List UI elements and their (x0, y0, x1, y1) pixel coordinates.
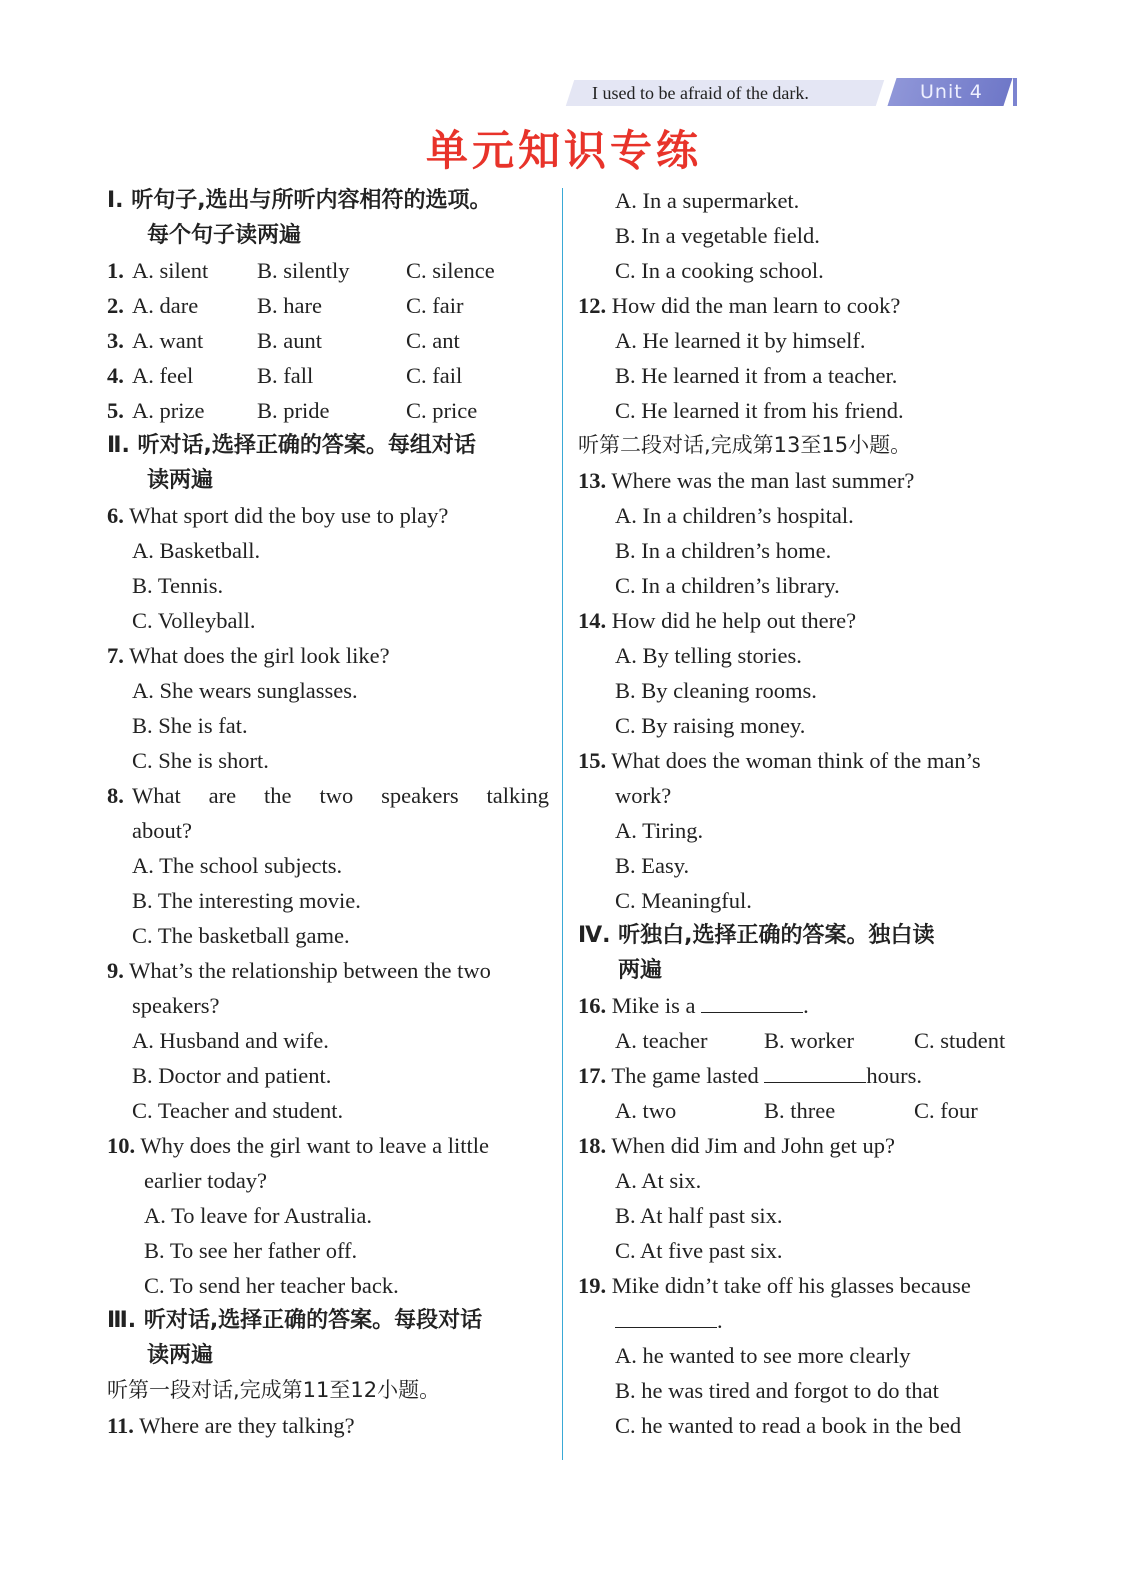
section-3-note-2: 听第二段对话,完成第13至15小题。 (578, 433, 912, 457)
question-2 (107, 288, 549, 323)
option-b: B. To see her father off. (144, 1238, 358, 1263)
option-b: B. three (764, 1098, 836, 1123)
option-b: B. At half past six. (615, 1203, 783, 1228)
question-number: 10. (107, 1133, 136, 1158)
question-text: Where are they talking? (139, 1413, 355, 1438)
question-text-end: hours. (866, 1063, 923, 1088)
option-a: A. two (615, 1098, 677, 1123)
question-14 (578, 603, 1022, 638)
option-c: C. He learned it from his friend. (615, 398, 904, 423)
option-c: C. Meaningful. (615, 888, 752, 913)
question-text: How did the man learn to cook? (611, 293, 901, 318)
option-c: C. Teacher and student. (132, 1098, 344, 1123)
question-15 (578, 743, 1022, 778)
answer-blank (764, 1058, 866, 1083)
option-c: C. She is short. (132, 748, 269, 773)
question-8 (107, 778, 549, 813)
option-a: A. prize (132, 398, 205, 423)
question-text-cont: earlier today? (144, 1168, 268, 1193)
question-text: Mike is a (611, 993, 696, 1018)
question-text-end: . (803, 993, 809, 1018)
option-a: A. At six. (615, 1168, 702, 1193)
question-17-options (578, 1093, 1022, 1128)
question-6 (107, 498, 549, 533)
option-a: A. Basketball. (132, 538, 261, 563)
question-number: 17. (578, 1063, 607, 1088)
option-a: A. want (132, 328, 204, 353)
question-number: 11. (107, 1413, 134, 1438)
question-text: The game lasted (611, 1063, 759, 1088)
option-a: A. In a children’s hospital. (615, 503, 854, 528)
question-18 (578, 1128, 1022, 1163)
question-number: 6. (107, 503, 124, 528)
question-9 (107, 953, 549, 988)
option-a: A. Husband and wife. (132, 1028, 329, 1053)
option-a: A. Tiring. (615, 818, 704, 843)
header-stripe (1013, 78, 1017, 106)
question-text: What are the two speakers talking (132, 783, 549, 808)
option-c: C. price (406, 398, 478, 423)
question-11 (107, 1408, 549, 1443)
option-c: C. Volleyball. (132, 608, 256, 633)
question-text-cont: about? (132, 818, 192, 843)
question-10 (107, 1128, 549, 1163)
section-1-title: Ⅰ. 听句子,选出与所听内容相符的选项。 (107, 188, 492, 213)
option-b: B. In a children’s home. (615, 538, 832, 563)
option-b: B. pride (257, 398, 330, 423)
option-b: B. he was tired and forgot to do that (615, 1378, 939, 1403)
question-3 (107, 323, 549, 358)
option-a: A. In a supermarket. (615, 188, 800, 213)
question-number: 14. (578, 608, 607, 633)
option-c: C. student (914, 1028, 1006, 1053)
option-b: B. He learned it from a teacher. (615, 363, 898, 388)
option-a: A. teacher (615, 1028, 708, 1053)
option-b: B. worker (764, 1028, 854, 1053)
unit-label: Unit 4 (920, 81, 983, 103)
option-a: A. feel (132, 363, 194, 388)
section-1-title-cont: 每个句子读两遍 (147, 223, 302, 248)
option-b: B. The interesting movie. (132, 888, 361, 913)
question-19-blank-line (578, 1303, 1022, 1338)
question-text-cont: speakers? (132, 993, 220, 1018)
question-number: 5. (107, 398, 124, 423)
option-a: A. To leave for Australia. (144, 1203, 372, 1228)
question-text: What’s the relationship between the two (129, 958, 491, 983)
section-4-title: Ⅳ. 听独白,选择正确的答案。独白读 (578, 923, 935, 948)
question-17 (578, 1058, 1022, 1093)
question-12 (578, 288, 1022, 323)
section-3-title-cont: 读两遍 (147, 1343, 214, 1368)
question-1 (107, 253, 549, 288)
section-3-title: Ⅲ. 听对话,选择正确的答案。每段对话 (107, 1308, 483, 1333)
question-number: 3. (107, 328, 124, 353)
option-a: A. She wears sunglasses. (132, 678, 358, 703)
option-b: B. Doctor and patient. (132, 1063, 332, 1088)
option-a: A. dare (132, 293, 199, 318)
question-number: 16. (578, 993, 607, 1018)
question-number: 7. (107, 643, 124, 668)
option-b: B. hare (257, 293, 322, 318)
question-number: 8. (107, 783, 124, 808)
option-c: C. fair (406, 293, 464, 318)
question-text-end: . (717, 1308, 723, 1333)
question-5 (107, 393, 549, 428)
section-3-note-1: 听第一段对话,完成第11至12小题。 (107, 1378, 441, 1402)
option-b: B. Tennis. (132, 573, 224, 598)
answer-blank (701, 988, 803, 1013)
option-c: C. silence (406, 258, 495, 283)
option-a: A. He learned it by himself. (615, 328, 866, 353)
question-text-cont: work? (615, 783, 672, 808)
option-c: C. he wanted to read a book in the bed (615, 1413, 962, 1438)
question-text: Mike didn’t take off his glasses because (611, 1273, 971, 1298)
option-c: C. In a children’s library. (615, 573, 840, 598)
option-c: C. fail (406, 363, 463, 388)
question-text: What does the woman think of the man’s (611, 748, 981, 773)
option-c: C. In a cooking school. (615, 258, 824, 283)
question-number: 12. (578, 293, 607, 318)
question-number: 4. (107, 363, 124, 388)
option-a: A. silent (132, 258, 209, 283)
option-a: A. The school subjects. (132, 853, 343, 878)
left-column (107, 183, 549, 1443)
section-2-title: Ⅱ. 听对话,选择正确的答案。每组对话 (107, 433, 476, 458)
question-19 (578, 1268, 1022, 1303)
question-13 (578, 463, 1022, 498)
option-b: B. Easy. (615, 853, 690, 878)
page-title: 单元知识专练 (425, 126, 702, 175)
section-4-title-cont: 两遍 (618, 958, 663, 983)
question-text: How did he help out there? (611, 608, 857, 633)
option-c: C. By raising money. (615, 713, 806, 738)
column-divider (562, 188, 563, 1460)
option-c: C. four (914, 1098, 978, 1123)
question-7 (107, 638, 549, 673)
answer-blank (615, 1303, 717, 1328)
question-number: 19. (578, 1273, 607, 1298)
option-a: A. By telling stories. (615, 643, 802, 668)
right-column (578, 183, 1022, 1443)
option-b: B. aunt (257, 328, 322, 353)
question-text: Why does the girl want to leave a little (140, 1133, 489, 1158)
question-number: 1. (107, 258, 124, 283)
question-number: 9. (107, 958, 124, 983)
option-c: C. At five past six. (615, 1238, 783, 1263)
option-b: B. In a vegetable field. (615, 223, 820, 248)
question-number: 2. (107, 293, 124, 318)
question-number: 13. (578, 468, 607, 493)
question-4 (107, 358, 549, 393)
option-b: B. silently (257, 258, 350, 283)
question-text: What does the girl look like? (129, 643, 390, 668)
option-b: B. By cleaning rooms. (615, 678, 817, 703)
header-sentence: I used to be afraid of the dark. (592, 83, 809, 103)
section-2-title-cont: 读两遍 (147, 468, 214, 493)
question-number: 15. (578, 748, 607, 773)
question-text: Where was the man last summer? (611, 468, 915, 493)
question-text: What sport did the boy use to play? (129, 503, 449, 528)
question-16 (578, 988, 1022, 1023)
option-c: C. ant (406, 328, 460, 353)
question-16-options (578, 1023, 1022, 1058)
option-b: B. She is fat. (132, 713, 248, 738)
option-b: B. fall (257, 363, 314, 388)
question-number: 18. (578, 1133, 607, 1158)
option-c: C. The basketball game. (132, 923, 350, 948)
option-c: C. To send her teacher back. (144, 1273, 399, 1298)
question-text: When did Jim and John get up? (611, 1133, 896, 1158)
option-a: A. he wanted to see more clearly (615, 1343, 911, 1368)
